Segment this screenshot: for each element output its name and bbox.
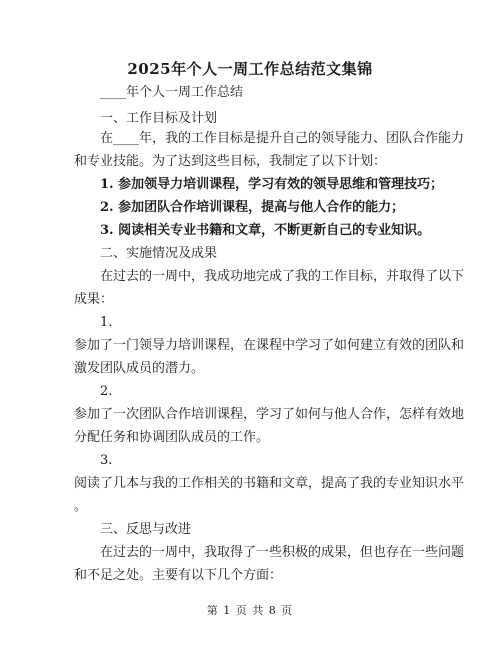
- section2-intro-line1: 在过去的一周中，我成功地完成了我的工作目标，并取得了以下: [100, 269, 465, 284]
- plan-item-1: 1. 参加领导力培训课程，学习有效的领导思维和管理技巧；: [100, 177, 444, 192]
- result-item-1-line1: 参加了一门领导力培训课程，在课程中学习了如何建立有效的团队和: [74, 338, 465, 353]
- result-item-3-line2: 。: [74, 499, 88, 514]
- section2-heading: 二、实施情况及成果: [100, 246, 218, 261]
- section1-intro-line2: 和专业技能。为了达到这些目标，我制定了以下计划：: [74, 154, 387, 169]
- plan-item-2: 2. 参加团队合作培训课程，提高与他人合作的能力；: [100, 200, 405, 215]
- result-item-1-line2: 激发团队成员的潜力。: [74, 361, 205, 376]
- page-footer: 第 1 页 共 8 页: [206, 604, 294, 617]
- section1-heading: 一、工作目标及计划: [100, 111, 218, 126]
- section3-intro-line1: 在过去的一周中，我取得了一些积极的成果，但也存在一些问题: [100, 545, 465, 560]
- section3-heading: 三、反思与改进: [100, 522, 192, 537]
- document-subtitle: ____年个人一周工作总结: [100, 85, 244, 100]
- result-item-2-line1: 参加了一次团队合作培训课程，学习了如何与他人合作，怎样有效地: [74, 407, 465, 422]
- section3-intro-line2: 和不足之处。主要有以下几个方面：: [74, 568, 283, 583]
- result-item-3-line1: 阅读了几本与我的工作相关的书籍和文章，提高了我的专业知识水平: [74, 476, 465, 491]
- section1-intro-line1: 在____年，我的工作目标是提升自己的领导能力、团队合作能力: [100, 131, 465, 146]
- document-title: 2025年个人一周工作总结范文集锦: [127, 60, 373, 78]
- result-item-1-number: 1.: [100, 315, 113, 330]
- result-item-2-number: 2.: [100, 384, 113, 399]
- result-item-2-line2: 分配任务和协调团队成员的工作。: [74, 430, 270, 445]
- plan-item-3: 3. 阅读相关专业书籍和文章，不断更新自己的专业知识。: [100, 223, 431, 238]
- section2-intro-line2: 成果：: [74, 292, 114, 307]
- result-item-3-number: 3.: [100, 453, 113, 468]
